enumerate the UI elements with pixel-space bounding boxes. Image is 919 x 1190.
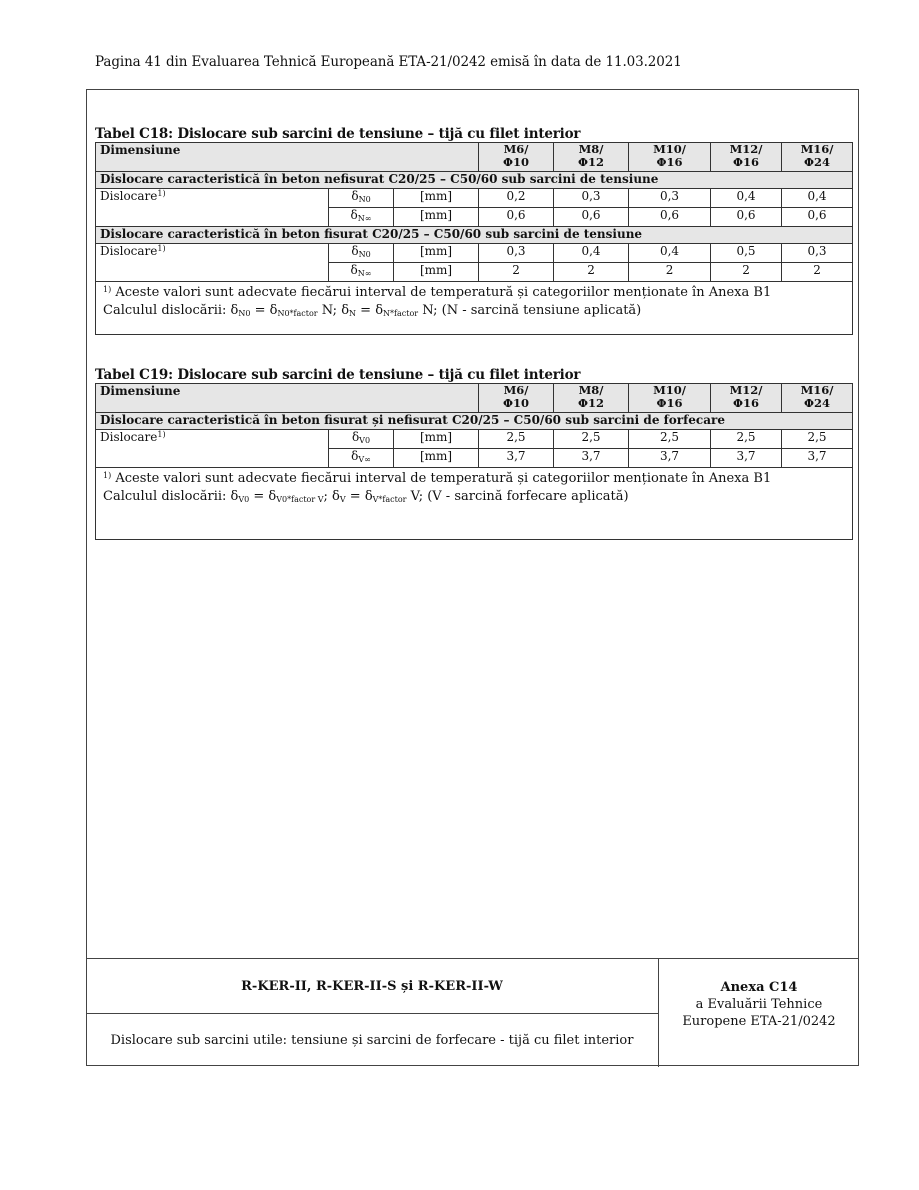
- size-top: M8/: [578, 383, 604, 397]
- value-cell: 2: [711, 263, 782, 282]
- section-heading: Dislocare caracteristică în beton fisurat C20/25 – C50/60 sub sarcini de tensiune: [96, 227, 853, 244]
- size-header-m16: [782, 384, 853, 413]
- annex-description: Dislocare sub sarcini utile: tensiune și sarcini de forfecare - tijă cu filet interior: [86, 1014, 659, 1067]
- table-c18-title: Tabel C18: Dislocare sub sarcini de tensiune – tijă cu filet interior: [95, 126, 581, 142]
- product-name: R-KER-II, R-KER-II-S și R-KER-II-W: [86, 959, 659, 1014]
- dimension-header: Dimensiune: [96, 384, 479, 413]
- table-c18: [95, 142, 853, 335]
- annex-line-2: a Evaluării Tehnice: [695, 997, 823, 1012]
- size-header-m12: [711, 143, 782, 172]
- delta-symbol: δ: [230, 303, 239, 318]
- size-bottom: Φ12: [578, 155, 605, 169]
- symbol-cell: [329, 430, 394, 449]
- delta-symbol: δ: [364, 489, 373, 504]
- footnote-ref: 1): [157, 189, 166, 198]
- value-cell: 2,5: [711, 430, 782, 449]
- size-header-m10: [629, 143, 711, 172]
- value-cell: 0,4: [711, 189, 782, 208]
- delta-symbol: δ: [230, 489, 239, 504]
- size-header-m6: [479, 384, 554, 413]
- symbol-subscript: V0: [238, 495, 250, 504]
- unit-cell: [mm]: [394, 449, 479, 468]
- calc-prefix: Calculul dislocării:: [103, 303, 231, 318]
- annex-line-3: Europene ETA-21/0242: [682, 1014, 836, 1029]
- value-cell: 3,7: [554, 449, 629, 468]
- value-cell: 2: [554, 263, 629, 282]
- unit-cell: [mm]: [394, 244, 479, 263]
- symbol-subscript: V0: [359, 436, 371, 445]
- table-row: [96, 189, 853, 208]
- unit-cell: [mm]: [394, 430, 479, 449]
- symbol-cell: [329, 208, 394, 227]
- value-cell: 0,6: [554, 208, 629, 227]
- value-cell: 3,7: [782, 449, 853, 468]
- symbol-subscript: N0: [358, 250, 371, 259]
- size-header-m8: [554, 143, 629, 172]
- delta-symbol: δ: [375, 303, 384, 318]
- unit-cell: [mm]: [394, 189, 479, 208]
- value-cell: 2,5: [782, 430, 853, 449]
- annex-title: Anexa C14: [720, 980, 798, 995]
- table-notes: [96, 468, 853, 540]
- value-cell: 3,7: [711, 449, 782, 468]
- footnote-ref: 1): [157, 430, 166, 439]
- symbol-cell: [329, 244, 394, 263]
- value-cell: 0,4: [554, 244, 629, 263]
- symbol-subscript: N: [349, 309, 357, 318]
- calc-mid: ;: [323, 489, 333, 504]
- table-row: [96, 430, 853, 449]
- value-cell: 3,7: [479, 449, 554, 468]
- row-label-text: Dislocare: [100, 244, 158, 258]
- section-heading-row: [96, 413, 853, 430]
- size-header-m10: [629, 384, 711, 413]
- value-cell: 2,5: [629, 430, 711, 449]
- symbol-subscript: N0*factor: [277, 309, 318, 318]
- size-header-m12: [711, 384, 782, 413]
- size-top: M16/: [800, 142, 834, 156]
- equals-sign: =: [249, 489, 269, 504]
- symbol-cell: [329, 263, 394, 282]
- value-cell: 2,5: [554, 430, 629, 449]
- section-heading: Dislocare caracteristică în beton fisurat și nefisurat C20/25 – C50/60 sub sarcini de forfecare: [96, 413, 853, 430]
- delta-symbol: δ: [350, 263, 358, 277]
- size-top: M10/: [653, 142, 686, 156]
- value-cell: 0,5: [711, 244, 782, 263]
- row-label: [96, 430, 329, 468]
- delta-symbol: δ: [351, 430, 360, 444]
- table-c19: [95, 383, 853, 540]
- row-label-text: Dislocare: [100, 189, 158, 203]
- annex-footer: [86, 958, 859, 1067]
- size-header-m8: [554, 384, 629, 413]
- unit-cell: [mm]: [394, 208, 479, 227]
- size-top: M12/: [729, 142, 763, 156]
- value-cell: 3,7: [629, 449, 711, 468]
- annex-reference: [659, 959, 859, 1067]
- symbol-subscript: N0: [238, 309, 251, 318]
- equals-sign: =: [345, 489, 365, 504]
- calculation-note: [103, 302, 845, 323]
- delta-symbol: δ: [269, 303, 278, 318]
- symbol-subscript: N∞: [357, 269, 372, 278]
- unit-cell: [mm]: [394, 263, 479, 282]
- calculation-note: [103, 488, 845, 509]
- value-cell: 0,6: [711, 208, 782, 227]
- delta-symbol: δ: [351, 449, 359, 463]
- value-cell: 0,3: [479, 244, 554, 263]
- symbol-subscript: V∞: [358, 455, 371, 464]
- delta-symbol: δ: [332, 489, 340, 504]
- footnote-1: [103, 470, 845, 488]
- calc-prefix: Calculul dislocării:: [103, 489, 231, 504]
- size-header-m16: [782, 143, 853, 172]
- value-cell: 2: [479, 263, 554, 282]
- page-header: Pagina 41 din Evaluarea Tehnică Europeană ETA-21/0242 emisă în data de 11.03.2021: [95, 54, 682, 70]
- value-cell: 0,3: [782, 244, 853, 263]
- size-bottom: Φ10: [503, 155, 530, 169]
- value-cell: 0,4: [782, 189, 853, 208]
- row-label: [96, 244, 329, 282]
- value-cell: 0,2: [479, 189, 554, 208]
- footnote-marker: 1): [103, 471, 112, 480]
- size-top: M16/: [800, 383, 834, 397]
- calc-mid: N;: [317, 303, 342, 318]
- delta-symbol: δ: [351, 189, 359, 203]
- size-bottom: Φ16: [656, 396, 683, 410]
- table-c19-title: Tabel C19: Dislocare sub sarcini de tensiune – tijă cu filet interior: [95, 367, 581, 383]
- symbol-cell: [329, 449, 394, 468]
- equals-sign: =: [250, 303, 270, 318]
- section-heading-row: [96, 227, 853, 244]
- notes-row: [96, 468, 853, 540]
- value-cell: 0,6: [479, 208, 554, 227]
- value-cell: 0,3: [554, 189, 629, 208]
- size-bottom: Φ10: [503, 396, 530, 410]
- value-cell: 2: [629, 263, 711, 282]
- delta-symbol: δ: [350, 208, 358, 222]
- table-header-row: [96, 384, 853, 413]
- table-row: [96, 244, 853, 263]
- size-bottom: Φ12: [578, 396, 605, 410]
- calc-suffix: V; (V - sarcină forfecare aplicată): [406, 489, 629, 504]
- symbol-subscript: N∞: [357, 214, 372, 223]
- symbol-subscript: V0*factor V: [276, 495, 324, 504]
- section-heading: Dislocare caracteristică în beton nefisurat C20/25 – C50/60 sub sarcini de tensiune: [96, 172, 853, 189]
- size-top: M6/: [503, 383, 529, 397]
- size-bottom: Φ24: [804, 155, 831, 169]
- delta-symbol: δ: [268, 489, 277, 504]
- footnote-text: Aceste valori sunt adecvate fiecărui interval de temperatură și categoriilor menționate în Anexa B1: [111, 471, 772, 486]
- footnote-text: Aceste valori sunt adecvate fiecărui interval de temperatură și categoriilor menționate în Anexa B1: [111, 285, 772, 300]
- symbol-cell: [329, 189, 394, 208]
- size-header-m6: [479, 143, 554, 172]
- row-label-text: Dislocare: [100, 430, 158, 444]
- footnote-1: [103, 284, 845, 302]
- symbol-subscript: V*factor: [372, 495, 407, 504]
- value-cell: 2: [782, 263, 853, 282]
- symbol-subscript: V: [339, 495, 346, 504]
- row-label: [96, 189, 329, 227]
- footnote-ref: 1): [157, 244, 166, 253]
- calc-suffix: N; (N - sarcină tensiune aplicată): [418, 303, 642, 318]
- value-cell: 0,3: [629, 189, 711, 208]
- size-bottom: Φ16: [733, 396, 760, 410]
- dimension-header: Dimensiune: [96, 143, 479, 172]
- symbol-subscript: N*factor: [383, 309, 419, 318]
- size-bottom: Φ24: [804, 396, 831, 410]
- delta-symbol: δ: [351, 244, 359, 258]
- symbol-subscript: N0: [358, 195, 371, 204]
- size-bottom: Φ16: [656, 155, 683, 169]
- size-top: M6/: [503, 142, 529, 156]
- value-cell: 0,6: [782, 208, 853, 227]
- table-header-row: [96, 143, 853, 172]
- delta-symbol: δ: [341, 303, 350, 318]
- footnote-marker: 1): [103, 285, 112, 294]
- value-cell: 2,5: [479, 430, 554, 449]
- size-bottom: Φ16: [733, 155, 760, 169]
- size-top: M10/: [653, 383, 686, 397]
- size-top: M12/: [729, 383, 763, 397]
- size-top: M8/: [578, 142, 604, 156]
- section-heading-row: [96, 172, 853, 189]
- value-cell: 0,4: [629, 244, 711, 263]
- notes-row: [96, 282, 853, 335]
- value-cell: 0,6: [629, 208, 711, 227]
- equals-sign: =: [356, 303, 376, 318]
- table-notes: [96, 282, 853, 335]
